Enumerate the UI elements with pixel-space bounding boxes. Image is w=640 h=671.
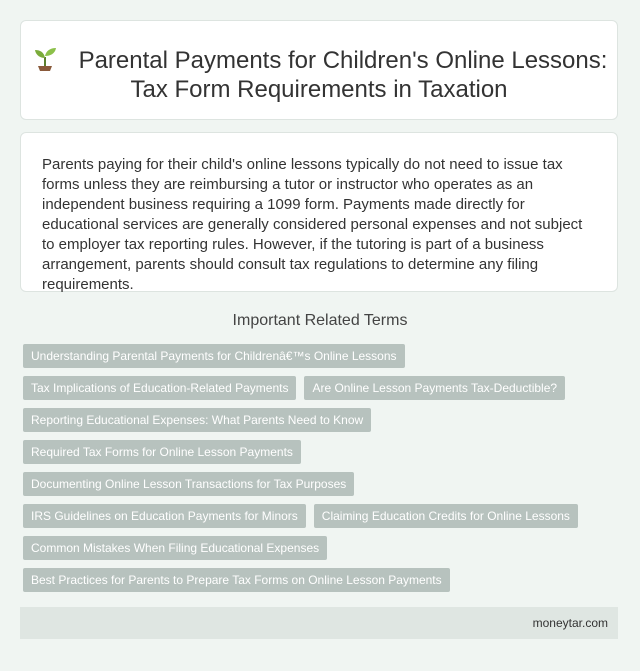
term-tag[interactable]: Documenting Online Lesson Transactions for Tax Purposes <box>23 472 354 496</box>
term-tag[interactable]: Reporting Educational Expenses: What Parents Need to Know <box>23 408 371 432</box>
footer-site-link[interactable]: moneytar.com <box>532 616 608 630</box>
term-row <box>23 472 623 496</box>
term-tag[interactable]: Understanding Parental Payments for Childrenâ€™s Online Lessons <box>23 344 405 368</box>
term-tag[interactable]: Best Practices for Parents to Prepare Tax Forms on Online Lesson Payments <box>23 568 450 592</box>
summary-text: Parents paying for their child's online lessons typically do not need to issue tax forms unless they are reimbursing a tutor or instructor who operates as an independent business requiring a 1099 form. Payments made directly for educational services are generally considered personal expenses and not subject to employer tax reporting rules. However, if the tutoring is part of a business arrangement, parents should consult tax regulations to determine any filing requirements. <box>42 156 583 293</box>
term-row <box>23 536 623 560</box>
term-tag[interactable]: Are Online Lesson Payments Tax-Deductible? <box>304 376 565 400</box>
term-tag[interactable]: Tax Implications of Education-Related Payments <box>23 376 296 400</box>
term-row <box>23 568 623 592</box>
term-tag[interactable]: IRS Guidelines on Education Payments for Minors <box>23 504 306 528</box>
page-title-text: Parental Payments for Children's Online Lessons: Tax Form Requirements in Taxation <box>78 47 608 103</box>
title-card <box>20 20 618 120</box>
term-tag[interactable]: Common Mistakes When Filing Educational Expenses <box>23 536 327 560</box>
sprout-icon <box>31 44 59 72</box>
term-row <box>23 376 623 400</box>
term-row <box>23 440 623 464</box>
term-row <box>23 344 623 368</box>
summary-card <box>20 132 618 292</box>
footer <box>20 607 618 639</box>
related-terms-list <box>23 344 623 600</box>
related-terms-heading: Important Related Terms <box>232 312 408 329</box>
term-row <box>23 408 623 432</box>
term-tag[interactable]: Claiming Education Credits for Online Lessons <box>314 504 578 528</box>
term-tag[interactable]: Required Tax Forms for Online Lesson Payments <box>23 440 301 464</box>
page-title <box>21 21 617 104</box>
term-row <box>23 504 623 528</box>
